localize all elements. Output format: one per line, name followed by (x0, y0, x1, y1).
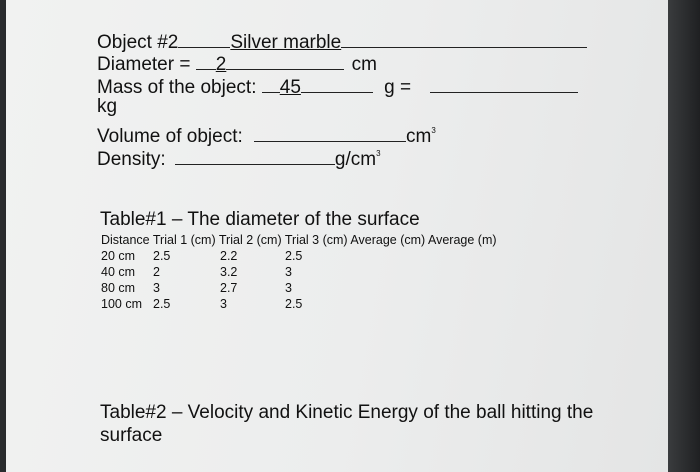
cell-trial1: 2 (153, 265, 160, 279)
density-unit-exp: 3 (376, 149, 381, 158)
diameter-blank-lead (196, 51, 216, 70)
diameter-value: 2 (215, 54, 227, 75)
cell-trial1: 3 (153, 281, 160, 295)
cell-distance: 20 cm (101, 249, 136, 263)
object-blank-tail (341, 29, 587, 48)
table2-title-line2: surface (100, 425, 163, 446)
diameter-unit: cm (351, 54, 377, 75)
cell-trial2: 3.2 (220, 265, 238, 279)
cell-trial1: 2.5 (153, 249, 171, 263)
cell-trial3: 3 (285, 265, 292, 279)
object-value: Silver marble (230, 32, 342, 53)
volume-label: Volume of object: (97, 126, 243, 147)
cell-trial3: 2.5 (285, 297, 303, 311)
cell-distance: 40 cm (101, 265, 136, 279)
mass-value: 45 (279, 77, 301, 98)
density-unit: g/cm (334, 149, 377, 170)
page-edge-shadow (668, 0, 700, 472)
mass-line (97, 74, 578, 99)
header-trial1: Trial 1 (cm) (152, 233, 216, 247)
cell-trial1: 2.5 (153, 297, 171, 311)
density-blank (175, 146, 335, 165)
kg-blank (430, 74, 578, 93)
cell-trial3: 3 (285, 281, 292, 295)
volume-unit: cm (406, 126, 432, 147)
header-average-m: Average (m) (427, 233, 497, 247)
diameter-blank (226, 51, 344, 70)
header-average-cm: Average (cm) (350, 233, 426, 247)
volume-unit-exp: 3 (431, 126, 436, 135)
volume-blank (254, 123, 406, 142)
cell-trial3: 2.5 (285, 249, 303, 263)
header-distance: Distance (101, 233, 150, 247)
header-trial3: Trial 3 (cm) (284, 233, 348, 247)
cell-distance: 80 cm (101, 281, 136, 295)
g-label: g = (384, 77, 412, 98)
diameter-label: Diameter = (97, 54, 191, 75)
header-trial2: Trial 2 (cm) (218, 233, 282, 247)
table2-title-line1: Table#2 – Velocity and Kinetic Energy of the ball hitting the (100, 402, 594, 423)
density-line (97, 143, 381, 171)
diameter-line (97, 51, 377, 76)
table1-title: Table#1 – The diameter of the surface (100, 209, 420, 230)
table1-header-row (101, 233, 497, 248)
mass-blank (301, 74, 373, 93)
cell-trial2: 3 (220, 297, 227, 311)
density-label: Density: (97, 149, 166, 170)
object-label: Object #2 (97, 32, 179, 53)
cell-trial2: 2.2 (220, 249, 238, 263)
mass-label: Mass of the object: (97, 77, 257, 98)
kg-label: kg (97, 96, 118, 117)
mass-blank-lead (262, 74, 280, 93)
kg-line (97, 96, 117, 118)
cell-trial2: 2.7 (220, 281, 238, 295)
cell-distance: 100 cm (101, 297, 142, 311)
object-blank (178, 29, 230, 48)
